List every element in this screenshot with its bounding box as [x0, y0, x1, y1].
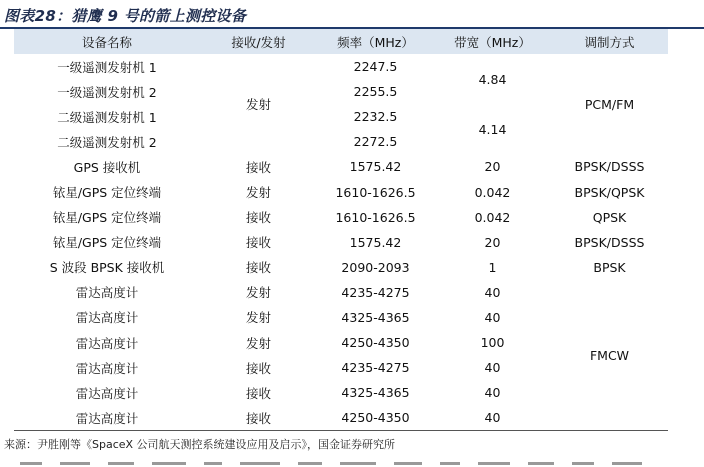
device-name: 铱星/GPS 定位终端	[52, 235, 162, 251]
modulation: FMCW	[589, 347, 630, 363]
device-name: 雷达高度计	[75, 335, 139, 351]
frequency: 2247.5	[353, 59, 398, 75]
frequency: 4325-4365	[341, 309, 410, 325]
device-name: 二级遥测发射机 1	[57, 109, 157, 125]
equipment-table	[14, 29, 668, 430]
rx-tx: 发射	[245, 285, 271, 301]
header-bandwidth: 带宽（MHz）	[434, 29, 551, 54]
table-row	[14, 54, 668, 79]
frequency: 1610-1626.5	[335, 209, 416, 225]
device-name: 雷达高度计	[75, 360, 139, 376]
rx-tx: 接收	[245, 260, 271, 276]
device-name: 雷达高度计	[75, 310, 139, 326]
modulation: BPSK/DSSS	[574, 159, 645, 175]
frequency: 2255.5	[353, 84, 398, 100]
modulation: PCM/FM	[584, 96, 635, 112]
rx-tx: 接收	[245, 360, 271, 376]
frequency: 1610-1626.5	[335, 184, 416, 200]
header-rx-tx: 接收/发射	[200, 29, 317, 54]
bandwidth: 40	[484, 360, 501, 376]
table-row	[14, 255, 668, 280]
header-device-name: 设备名称	[14, 29, 200, 54]
device-name: 雷达高度计	[75, 285, 139, 301]
device-name: S 波段 BPSK 接收机	[49, 260, 165, 276]
table-bottom-divider	[14, 430, 668, 431]
frequency: 4250-4350	[341, 410, 410, 426]
device-name: 一级遥测发射机 1	[57, 59, 157, 75]
bandwidth: 40	[484, 385, 501, 401]
cut-off-next-line	[20, 462, 680, 467]
device-name: 雷达高度计	[75, 410, 139, 426]
figure-title: 图表28：猎鹰 9 号的箭上测控设备	[4, 7, 247, 25]
frequency: 1575.42	[349, 159, 402, 175]
bandwidth: 1	[488, 259, 497, 275]
table-header-row	[14, 29, 668, 54]
table-row	[14, 280, 668, 305]
frequency: 2090-2093	[341, 259, 410, 275]
rx-tx: 发射	[245, 310, 271, 326]
bandwidth: 0.042	[474, 209, 511, 225]
device-name: 一级遥测发射机 2	[57, 84, 157, 100]
source-note: 来源：尹胜刚等《SpaceX 公司航天测控系统建设应用及启示》，国金证券研究所	[4, 438, 396, 451]
rx-tx: 发射	[245, 97, 271, 113]
table-row	[14, 230, 668, 255]
frequency: 2232.5	[353, 109, 398, 125]
bandwidth: 40	[484, 410, 501, 426]
rx-tx: 接收	[245, 210, 271, 226]
frequency: 4235-4275	[341, 284, 410, 300]
frequency: 4235-4275	[341, 360, 410, 376]
bandwidth: 40	[484, 309, 501, 325]
frequency: 4325-4365	[341, 385, 410, 401]
device-name: 铱星/GPS 定位终端	[52, 210, 162, 226]
device-name: 雷达高度计	[75, 385, 139, 401]
modulation: QPSK	[592, 209, 627, 225]
header-frequency: 频率（MHz）	[317, 29, 434, 54]
rx-tx: 接收	[245, 235, 271, 251]
bandwidth: 20	[484, 234, 501, 250]
modulation: BPSK	[593, 259, 626, 275]
rx-tx: 发射	[245, 185, 271, 201]
table-row	[14, 154, 668, 179]
bandwidth: 4.84	[478, 71, 507, 87]
rx-tx: 接收	[245, 410, 271, 426]
table-row	[14, 179, 668, 204]
rx-tx: 接收	[245, 385, 271, 401]
bandwidth: 0.042	[474, 184, 511, 200]
frequency: 2272.5	[353, 134, 398, 150]
bandwidth: 20	[484, 159, 501, 175]
frequency: 1575.42	[349, 234, 402, 250]
rx-tx: 发射	[245, 335, 271, 351]
modulation: BPSK/QPSK	[574, 184, 645, 200]
bandwidth: 40	[484, 284, 501, 300]
table-row	[14, 205, 668, 230]
modulation: BPSK/DSSS	[574, 234, 645, 250]
header-modulation: 调制方式	[551, 29, 668, 54]
device-name: 二级遥测发射机 2	[57, 134, 157, 150]
device-name: GPS 接收机	[73, 159, 141, 175]
rx-tx: 接收	[245, 159, 271, 175]
bandwidth: 4.14	[478, 121, 507, 137]
device-name: 铱星/GPS 定位终端	[52, 185, 162, 201]
frequency: 4250-4350	[341, 335, 410, 351]
bandwidth: 100	[480, 335, 505, 351]
